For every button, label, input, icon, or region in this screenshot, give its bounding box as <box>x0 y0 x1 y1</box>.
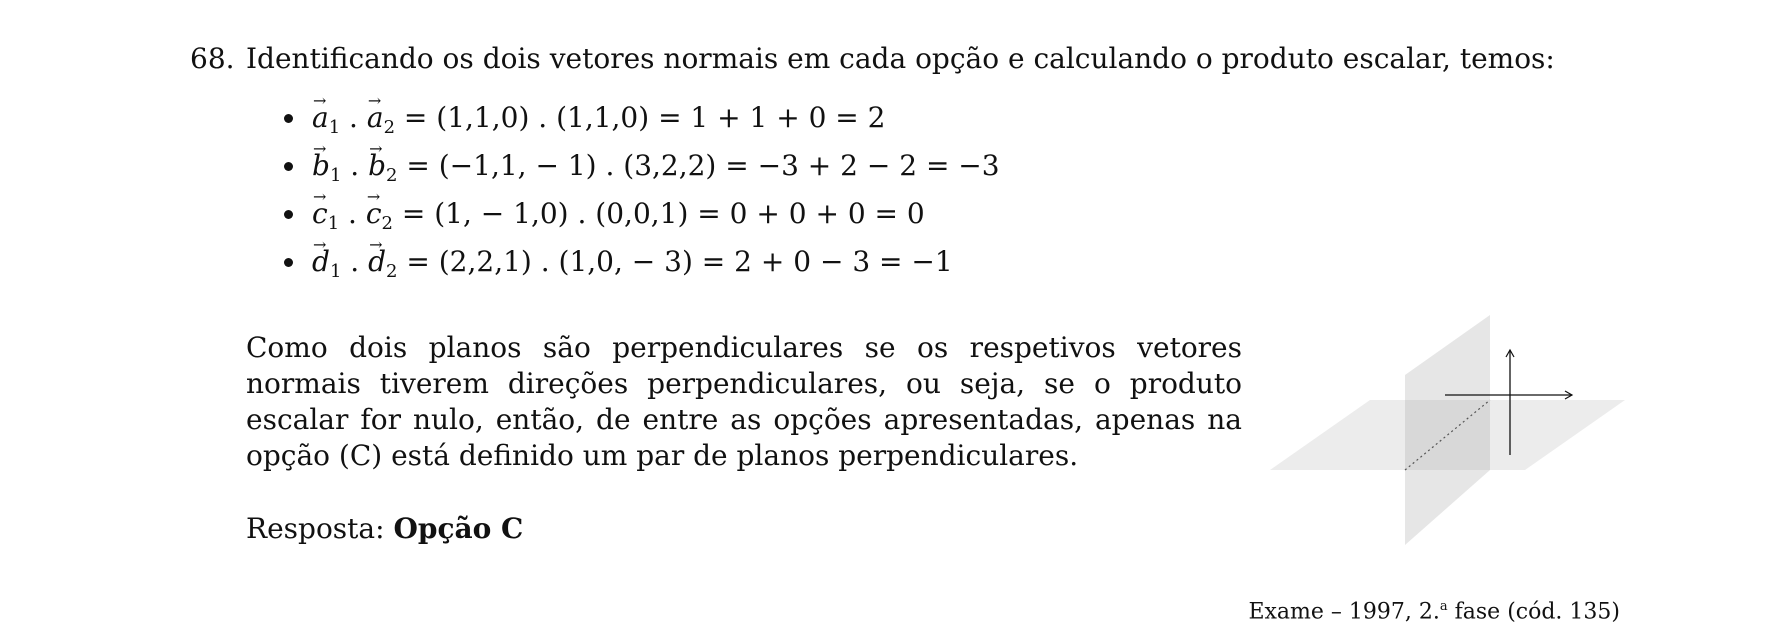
vector-subscript: 1 <box>329 261 342 282</box>
bullet-icon <box>284 258 293 267</box>
vector-symbol: → d <box>368 244 386 280</box>
vector-symbol: → c <box>312 196 328 232</box>
calculation: = (−1,1, − 1) . (3,2,2) = −3 + 2 − 2 = −3 <box>406 149 1000 182</box>
source-suffix: fase (cód. 135) <box>1447 599 1620 625</box>
list-item: → $d_1$ . → $d_2 = (2,2,1)$ . (1,0, − 3) = 2 + 0 − 3 = −1 <box>278 244 1000 292</box>
answer-line <box>246 512 523 545</box>
vector-symbol: → b <box>368 148 386 184</box>
vector-symbol: → a <box>312 100 329 136</box>
vector-symbol: → a <box>367 100 384 136</box>
vector-subscript: 1 <box>327 213 340 234</box>
list-item: → $b_1$ . → $b_2 = (-1,1$, − 1) . (3,2,2) = −3 + 2 − 2 = −3 <box>278 148 1000 196</box>
calculation: = (2,2,1) . (1,0, − 3) = 2 + 0 − 3 = −1 <box>406 245 953 278</box>
dot-product-list <box>278 100 1000 292</box>
vector-symbol: → c <box>366 196 382 232</box>
exercise-statement <box>190 42 1555 75</box>
exercise-number: 68. <box>190 42 235 75</box>
exercise-intro: Identificando os dois vetores normais em cada opção e calculando o produto escalar, temos: <box>246 42 1555 75</box>
list-item: → $c_1$ . → $c_2 = (1$, − 1,0) . (0,0,1) = 0 + 0 + 0 = 0 <box>278 196 1000 244</box>
vector-symbol: → b <box>312 148 330 184</box>
explanation-paragraph: Como dois planos são perpendiculares se os respetivos vetores normais tiverem direções perpendiculares, ou seja, se o produto escalar for nulo, então, de entre as opções apresentadas, apenas na opção (C) está definido um par de planos perpendiculares. <box>246 331 1242 472</box>
list-item: → $a_1$ . → $a_2 = (1,1,0)$ . (1,1,0) = 1 + 1 + 0 = 2 <box>278 100 1000 148</box>
answer-value: Opção C <box>393 512 524 545</box>
answer-label: Resposta: <box>246 512 385 545</box>
vector-subscript: 2 <box>386 165 398 186</box>
vector-subscript: 2 <box>386 261 398 282</box>
calculation: = (1, − 1,0) . (0,0,1) = 0 + 0 + 0 = 0 <box>401 197 925 230</box>
perpendicular-planes-figure <box>1270 315 1630 560</box>
calculation: = (1,1,0) . (1,1,0) = 1 + 1 + 0 = 2 <box>403 101 886 134</box>
bullet-icon <box>284 210 293 219</box>
vector-subscript: 1 <box>329 165 342 186</box>
vector-subscript: 2 <box>381 213 393 234</box>
vector-subscript: 1 <box>328 117 341 138</box>
source-reference <box>1248 599 1620 624</box>
source-prefix: Exame – 1997, 2. <box>1248 599 1440 625</box>
bullet-icon <box>284 114 293 123</box>
source-ordinal: a <box>1439 599 1448 614</box>
bullet-icon <box>284 162 293 171</box>
vector-symbol: → d <box>312 244 330 280</box>
vector-subscript: 2 <box>383 117 396 138</box>
